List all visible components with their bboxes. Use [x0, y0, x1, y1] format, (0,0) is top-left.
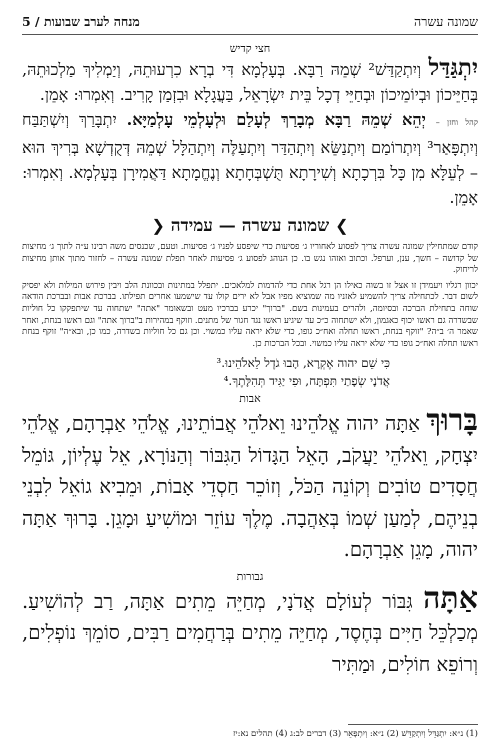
- gevurot-label: גבורות: [236, 569, 264, 583]
- header-title: מנחה לערב שבועות / 5: [22, 14, 140, 29]
- instruction-2: יכוון רגליו ויעמידן זו אצל זו בשוה כאילו הן רגל אחת כדי להדמות למלאכים. יתפלל במתינות ובכוונת הלב ויבין פירוש המילות ולא יפסיק לשום דבר. לכתחילה צריך להשמיע לאזניו מה שמוציא מפיו אבל לא ירים קולו עד שישמעו אחרים תפילתו. בברכת אבות ובברכת הודאה שוחה בתחילת הברכה ובסיומה, ולהרים בעמינות בשם. "ברוך" יכרע בברכיו מעט ובשאומר "אתה" ישתחוה עד שיתפקקו כל חוליות שבשדרה גם ראשו יכוף כאגמון, ולא ישתחוה כ״כ עד שיגיע ראשו נגד חגור של מתנים. וזוקף במהירות ב"ברוך אתה" וגם ראשו בנחת, ואחר שאמר ה׳ ב״ה? "זוקף בנחת, ראשו תחלה ואח״כ גופו, כדי שלא יראה עליו כמשוי. וכן גם כל חוליות בשדרה, כמו כן, ובא״ה" זוקף בנחת ראשו תחלה ואח״כ גופו כדי שלא יראה עליו כמשוי. ובכל הברכות כן.: [22, 280, 478, 349]
- gevurot-paragraph: [22, 580, 478, 681]
- footnotes: (1) נ״א: יִתְגַּדֵּל וְיִתְקַדֵּשׁ (2) נ״א: וְיִתְפָּאֵר (3) דברים לב:ג (4) תהלים נא:יז: [233, 729, 478, 739]
- page: [22, 0, 478, 750]
- instruction-1: קודם שמתחילין שמונה עשרה צריך לפסוע לאחוריו ג׳ פסיעות כדי שיפסע לפניו ג׳ פסיעות. וטעם, שכנסים משה רבינו ע״ה לתוך ג׳ מחיצות של קדושה – חשך, ענן, וערפל. וכתוב ואזהו נגש בו. כן הנוהג לפסוע ג׳ פסיעות לאחר תפלת שמונה עשרה – לחזור מתוך אותן מחיצות לריחוק.: [22, 242, 478, 276]
- kaddish-margin-note: קהל וחזן –: [435, 118, 478, 127]
- kaddish-label: חצי קדיש: [229, 42, 271, 55]
- opening-verses: [22, 354, 478, 390]
- kaddish-para-1: [22, 55, 478, 107]
- amidah-section-title: [22, 216, 478, 236]
- gevurot-text: גִּבּוֹר לְעוֹלָם אֲדֹנָי, מְחַיֵּה מֵתִים אַתָּה, רַב לְהוֹשִׁיעַ. מְכַלְכֵּל חַיִּים בְּחֶסֶד, מְחַיֵּה מֵתִים בְּרַחֲמִים רַבִּים, סוֹמֵךְ נוֹפְלִים, וְרוֹפֵא חוֹלִים, וּמַתִּיר: [22, 589, 478, 676]
- header-section: שמונה עשרה: [414, 14, 478, 29]
- avot-paragraph: [22, 405, 478, 566]
- body: [22, 42, 478, 680]
- ornament-right: ❯: [335, 216, 349, 235]
- amidah-title-text: שמונה עשרה — עמידה: [170, 216, 330, 236]
- header-rule: [22, 34, 478, 35]
- gevurot-blessing: [22, 580, 478, 681]
- kaddish-text: [22, 55, 478, 210]
- kaddish-body-2: יִתְבָּרַךְ וְיִשְׁתַּבַּח וְיִתְפָּאַר³ וְיִתְרוֹמַם וְיִתְנַשֵּׂא וְיִתְהַדַּר וְיִתְעַלֶּה וְיִתְהַלָּל שְׁמֵהּ דְּקֻדְשָׁא בְּרִיךְ הוּא – לְעֵלָּא מִן כָּל בִּרְכָתָא וְשִׁירָתָא תֻּשְׁבְּחָתָא וְנֶחֱמָתָא דַּאֲמִירָן בְּעָלְמָא. וְאִמְרוּ: אָמֵן.: [22, 110, 478, 207]
- verse-2: אֲדֹנָי שְׂפָתַי תִּפְתָּח, וּפִי יַגִּיד תְּהִלָּתֶךָ.⁴: [223, 374, 390, 389]
- kaddish-para-2: [22, 107, 478, 210]
- gevurot-opening-word: אַתָּה: [423, 580, 478, 616]
- avot-blessing: [22, 405, 478, 566]
- running-header: [22, 14, 478, 36]
- avot-label: אבות: [239, 392, 261, 406]
- kaddish-response: יְהֵא שְׁמֵהּ רַבָּא מְבָרַךְ לְעָלַם וּלְעָלְמֵי עָלְמַיָּא.: [126, 110, 426, 129]
- avot-text: אַתָּה יהוה אֱלֹהֵינוּ וֵאלֹהֵי אֲבוֹתֵינוּ, אֱלֹהֵי אַבְרָהָם, אֱלֹהֵי יִצְחָק, וֵאלֹהֵי יַעֲקֹב, הָאֵל הַגָּדוֹל הַגִּבּוֹר וְהַנּוֹרָא, אֵל עֶלְיוֹן, גּוֹמֵל חֲסָדִים טוֹבִים וְקוֹנֵה הַכֹּל, וְזוֹכֵר חַסְדֵי אָבוֹת, וּמֵבִיא גוֹאֵל לִבְנֵי בְנֵיהֶם, לְמַעַן שְׁמוֹ בְּאַהֲבָה. מֶלֶךְ עוֹזֵר וּמוֹשִׁיעַ וּמָגֵן. בָּרוּךְ אַתָּה יהוה, מָגֵן אַבְרָהָם.: [22, 412, 478, 562]
- avot-opening-word: בָּרוּךְ: [426, 403, 478, 439]
- ornament-left: ❮: [151, 216, 165, 235]
- footnote-rule: [348, 724, 478, 725]
- kaddish-opening-word: יִתְגַּדַּל: [428, 54, 478, 81]
- verse-1: כִּי שֵׁם יהוה אֶקְרָא, הָבוּ גֹדֶל לֵאלֹהֵינוּ.³: [216, 356, 390, 371]
- kaddish-line-1: וְיִתְקַדַּשׁ² שְׁמֵהּ רַבָּא. בְּעָלְמָא דִּי בְרָא כִרְעוּתֵהּ, וְיַמְלִיךְ מַלְכוּתֵהּ, בְּחַיֵּיכוֹן וּבְיוֹמֵיכוֹן וּבְחַיֵּי דְכָל בֵּית יִשְׂרָאֵל, בַּעֲגָלָא וּבִזְמַן קָרִיב. וְאִמְרוּ: אָמֵן.: [22, 60, 478, 104]
